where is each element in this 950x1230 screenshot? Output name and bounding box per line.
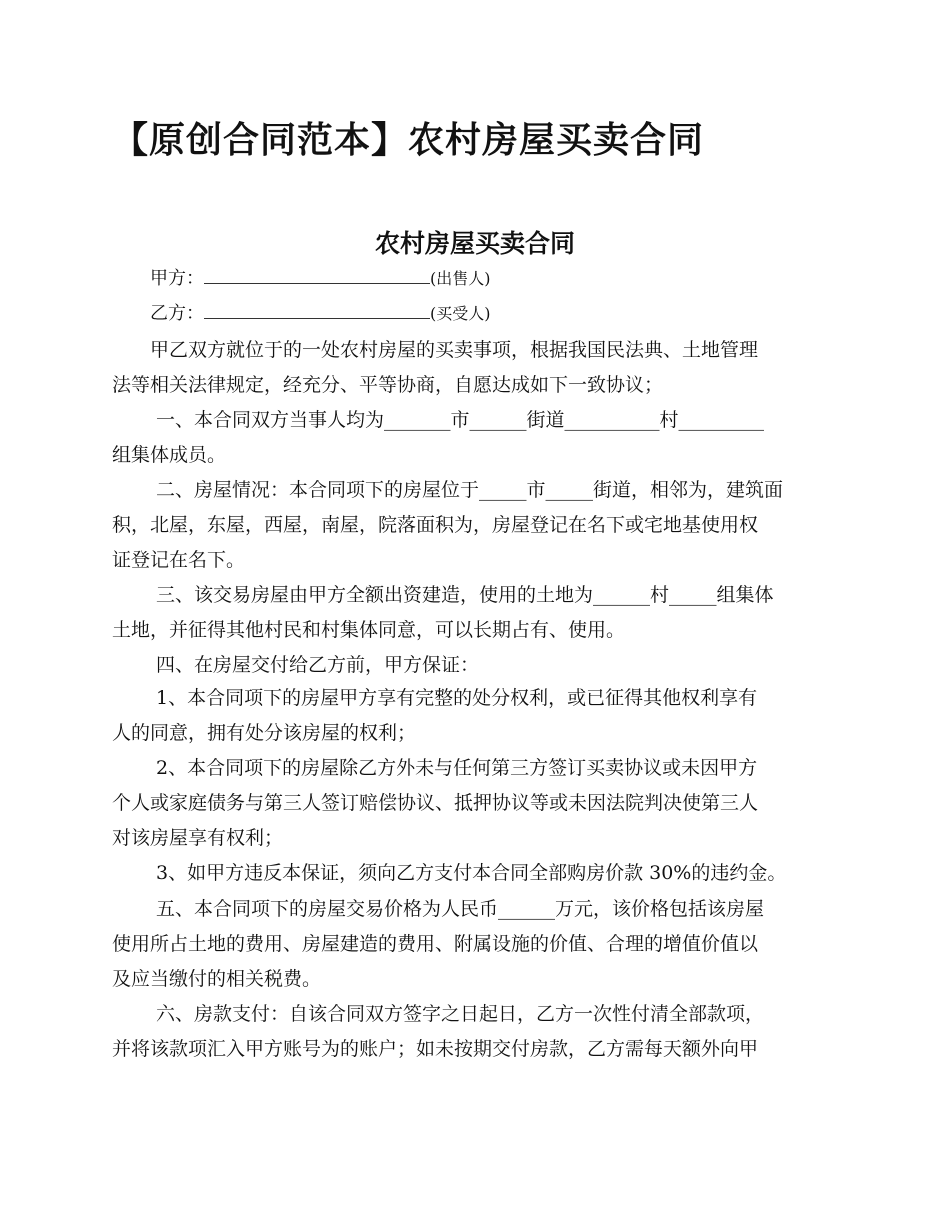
party-b-blank — [204, 300, 430, 319]
clause-5-line: 五、本合同项下的房屋交易价格为人民币______万元，该价格包括该房屋 — [156, 898, 765, 920]
clause-4-line: 四、在房屋交付给乙方前，甲方保证： — [156, 654, 480, 676]
item-3-line: 3、如甲方违反本保证，须向乙方支付本合同全部购房价款 30%的违约金。 — [156, 862, 787, 884]
party-a-role: (出售人) — [430, 269, 491, 288]
clause-1-line: 一、本合同双方当事人均为_______市______街道__________村_________ — [156, 409, 765, 431]
body-line: 法等相关法律规定，经充分、平等协商，自愿达成如下一致协议； — [112, 374, 664, 396]
party-a-blank — [204, 265, 430, 284]
item-1-line: 1、本合同项下的房屋甲方享有完整的处分权利，或已征得其他权利享有 — [156, 687, 758, 709]
clause-6-line: 并将该款项汇入甲方账号为的账户；如未按期交付房款，乙方需每天额外向甲 — [112, 1038, 759, 1060]
clause-3-line: 三、该交易房屋由甲方全额出资建造，使用的土地为______村_____组集体 — [156, 584, 774, 606]
clause-2-line: 积，北屋，东屋，西屋，南屋，院落面积为，房屋登记在名下或宅地基使用权 — [112, 514, 759, 536]
clause-6-line: 六、房款支付：自该合同双方签字之日起日，乙方一次性付清全部款项， — [156, 1003, 765, 1025]
party-b-role: (买受人) — [430, 304, 491, 323]
party-b-label: 乙方： — [150, 303, 204, 324]
item-2-line: 2、本合同项下的房屋除乙方外未与任何第三方签订买卖协议或未因甲方 — [156, 757, 758, 779]
contract-title: 农村房屋买卖合同 — [374, 229, 575, 258]
item-1-line: 人的同意，拥有处分该房屋的权利； — [112, 722, 417, 744]
clause-5-line: 及应当缴付的相关税费。 — [112, 968, 322, 990]
document-title: 【原创合同范本】农村房屋买卖合同 — [112, 120, 705, 161]
clause-1-line: 组集体成员。 — [112, 444, 227, 466]
clause-2-line: 证登记在名下。 — [112, 549, 246, 571]
body-line: 甲乙双方就位于的一处农村房屋的买卖事项，根据我国民法典、土地管理 — [150, 339, 759, 361]
item-2-line: 对该房屋享有权利； — [112, 827, 284, 849]
clause-5-line: 使用所占土地的费用、房屋建造的费用、附属设施的价值、合理的增值价值以 — [112, 933, 759, 955]
party-a-line — [150, 265, 838, 293]
clause-2-line: 二、房屋情况：本合同项下的房屋位于_____市_____街道，相邻为，建筑面 — [156, 479, 784, 501]
party-b-line — [150, 300, 838, 328]
party-a-label: 甲方： — [150, 268, 204, 289]
clause-3-line: 土地，并征得其他村民和村集体同意，可以长期占有、使用。 — [112, 619, 626, 641]
item-2-line: 个人或家庭债务与第三人签订赔偿协议、抵押协议等或未因法院判决使第三人 — [112, 792, 759, 814]
